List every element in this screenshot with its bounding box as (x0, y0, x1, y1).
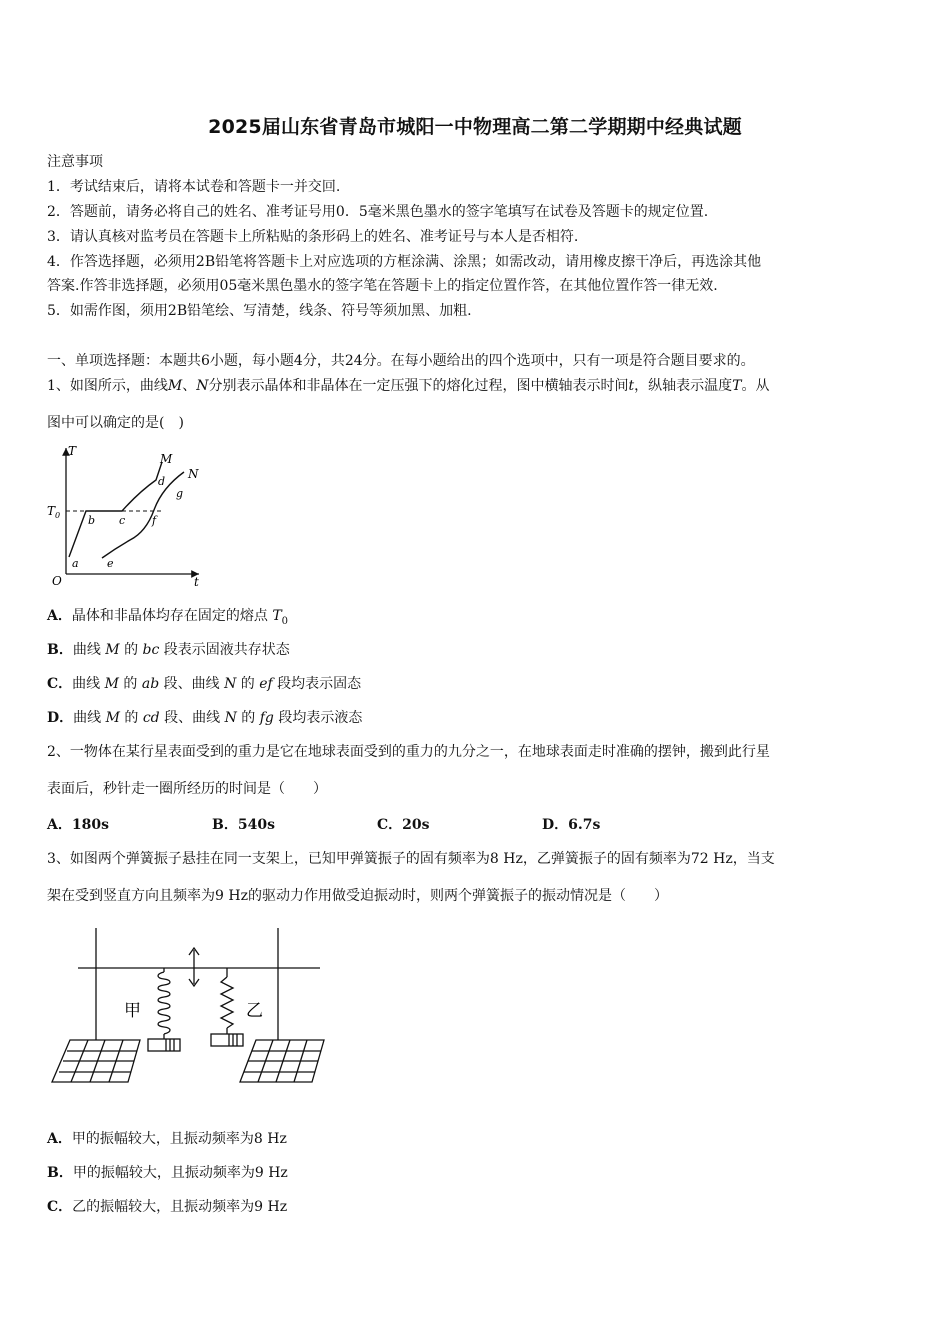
label-T0: $T_0$ (47, 504, 61, 520)
notice-item: 2．答题前，请务必将自己的姓名、准考证号用0．5毫米黑色墨水的签字笔填写在试卷及答题卡的规定位置. (47, 204, 709, 220)
label-f: f (152, 514, 157, 527)
q1-stem: 1、如图所示，曲线M、N分别表示晶体和非晶体在一定压强下的熔化过程，图中横轴表示时间t，纵轴表示温度T。从 (47, 378, 770, 394)
spring-yi (221, 977, 233, 1028)
curve-n (102, 472, 184, 558)
section-heading: 一、单项选择题：本题共6小题，每小题4分，共24分。在每小题给出的四个选项中，只有一项是符合题目要求的。 (47, 353, 755, 369)
right-base-grid (240, 1040, 324, 1082)
label-T: T (68, 444, 77, 458)
notice-item: 1．考试结束后，请将本试卷和答题卡一并交回. (47, 179, 341, 195)
label-c: c (119, 514, 126, 527)
label-a: a (72, 557, 79, 570)
q1-option-b: B．曲线 M 的 bc 段表示固液共存状态 (47, 642, 290, 658)
label-t: t (194, 575, 199, 589)
q3-stem-line2: 架在受到竖直方向且频率为9 Hz的驱动力作用做受迫振动时，则两个弹簧振子的振动情况是（ ） (47, 888, 668, 904)
notice-item: 5．如需作图，须用2B铅笔绘、写清楚，线条、符号等须加黑、加粗. (47, 303, 472, 319)
label-O: O (52, 574, 62, 588)
q2-stem: 2、一物体在某行星表面受到的重力是它在地球表面受到的重力的九分之一，在地球表面走时准确的摆钟，搬到此行星 (47, 744, 770, 760)
page-title: 2025届山东省青岛市城阳一中物理高二第二学期期中经典试题 (208, 116, 742, 138)
left-base-grid (52, 1040, 140, 1082)
label-N: N (188, 467, 199, 481)
q1-stem-line2: 图中可以确定的是( ) (47, 415, 184, 431)
q3-spring-figure (44, 922, 334, 1094)
curve-m (69, 462, 162, 557)
q2-option-c: C．20s (377, 817, 430, 833)
label-b: b (88, 514, 96, 527)
label-e: e (107, 557, 114, 570)
q3-stem: 3、如图两个弹簧振子悬挂在同一支架上，已知甲弹簧振子的固有频率为8 Hz，乙弹簧振子的固有频率为72 Hz，当支 (47, 851, 775, 867)
label-g: g (176, 487, 184, 500)
notice-item: 3．请认真核对监考员在答题卡上所粘贴的条形码上的姓名、准考证号与本人是否相符. (47, 229, 579, 245)
label-d: d (158, 475, 166, 488)
q1-option-a: A．晶体和非晶体均存在固定的熔点 $T_0$ (47, 608, 289, 627)
q1-melting-graph (44, 440, 214, 590)
notice-item: 答案.作答非选择题，必须用05毫米黑色墨水的签字笔在答题卡上的指定位置作答，在其他位置作答一律无效. (47, 278, 718, 294)
label-M: M (160, 452, 173, 466)
q3-option-b: B．甲的振幅较大，且振动频率为9 Hz (47, 1165, 288, 1181)
notice-heading: 注意事项 (47, 154, 103, 170)
q1-option-d: D．曲线 M 的 cd 段、曲线 N 的 fg 段均表示液态 (47, 710, 363, 726)
notice-item: 4．作答选择题，必须用2B铅笔将答题卡上对应选项的方框涂满、涂黑；如需改动，请用橡皮擦干净后，再选涂其他 (47, 254, 762, 270)
q2-option-a: A．180s (47, 817, 109, 833)
q2-stem-line2: 表面后，秒针走一圈所经历的时间是（ ） (47, 781, 327, 797)
q3-option-c: C．乙的振幅较大，且振动频率为9 Hz (47, 1199, 288, 1215)
label-jia: 甲 (124, 1001, 141, 1021)
q3-option-a: A．甲的振幅较大，且振动频率为8 Hz (47, 1131, 287, 1147)
q1-option-c: C．曲线 M 的 ab 段、曲线 N 的 ef 段均表示固态 (47, 676, 362, 692)
mass-jia (148, 1039, 180, 1051)
q2-option-b: B．540s (212, 817, 275, 833)
label-yi: 乙 (246, 1001, 263, 1021)
spring-jia (158, 972, 170, 1034)
q2-option-d: D．6.7s (542, 817, 601, 833)
mass-yi (211, 1034, 243, 1046)
